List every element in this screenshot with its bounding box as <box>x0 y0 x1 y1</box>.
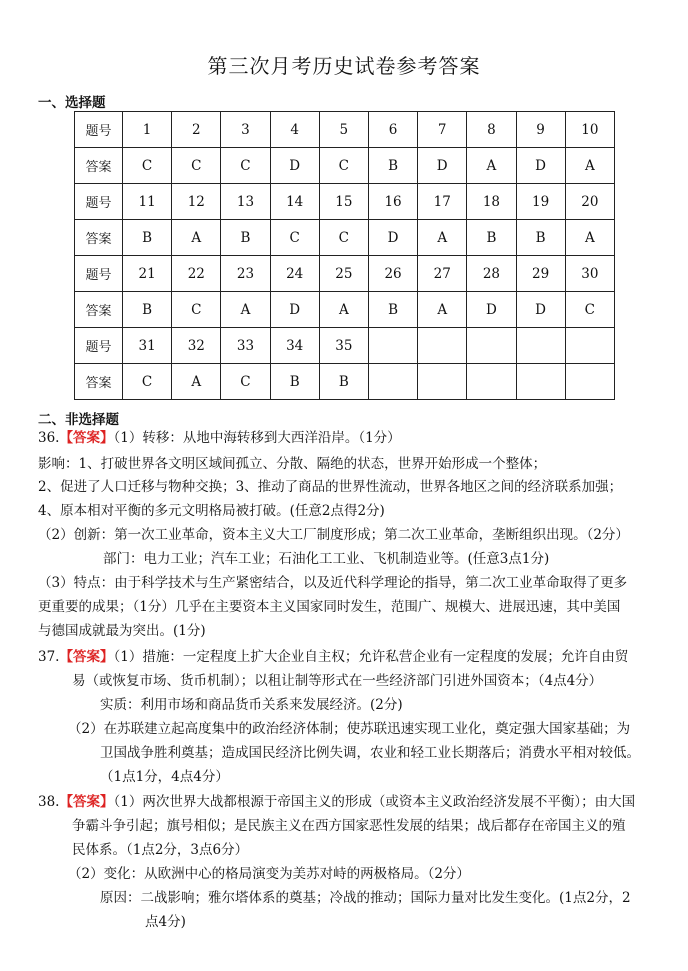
question-number-cell: 5 <box>319 112 368 148</box>
answer-cell: D <box>418 148 467 184</box>
answer-cell: C <box>221 148 270 184</box>
answer-row <box>75 148 615 184</box>
answer-cell: B <box>516 220 565 256</box>
section-heading-choice: 一、选择题 <box>38 95 106 111</box>
q37-line-5: 卫国战争胜利奠基；造成国民经济比例失调，农业和轻工业长期落后；消费水平相对较低。 <box>100 745 640 761</box>
answer-cell: B <box>368 148 417 184</box>
q37-line-6: （1点1分，4点4分） <box>100 769 229 785</box>
answer-cell <box>516 364 565 400</box>
question-number-cell: 1 <box>123 112 172 148</box>
answer-row <box>75 292 615 328</box>
answer-row-header: 答案 <box>75 292 123 328</box>
question-number-cell: 16 <box>368 184 417 220</box>
question-number-cell <box>467 328 516 364</box>
q38-text: （1）两次世界大战都根源于帝国主义的形成（或资本主义政治经济发展不平衡）；由大国 <box>113 794 636 810</box>
q37-line-3: 实质：利用市场和商品货币关系来发展经济。(2分) <box>100 697 403 713</box>
question-number-cell: 9 <box>516 112 565 148</box>
answer-cell: C <box>221 364 270 400</box>
question-number-cell: 2 <box>172 112 221 148</box>
question-number-cell: 3 <box>221 112 270 148</box>
question-row-header: 题号 <box>75 112 123 148</box>
question-number-cell: 23 <box>221 256 270 292</box>
question-number-cell: 28 <box>467 256 516 292</box>
answer-cell: A <box>565 220 614 256</box>
answer-cell: C <box>123 148 172 184</box>
answer-cell: D <box>467 292 516 328</box>
q36-line-9: 与德国成就最为突出。(1分) <box>38 623 206 639</box>
answer-cell: B <box>221 220 270 256</box>
question-number-cell: 4 <box>270 112 319 148</box>
answer-cell: C <box>319 148 368 184</box>
answer-cell: D <box>270 292 319 328</box>
answer-cell: A <box>221 292 270 328</box>
answer-row <box>75 220 615 256</box>
question-number-cell: 32 <box>172 328 221 364</box>
q36-line-3: 2、促进了人口迁移与物种交换；3、推动了商品的世界性流动，世界各地区之间的经济联系加强； <box>38 479 623 495</box>
question-number-cell: 14 <box>270 184 319 220</box>
question-number-cell: 18 <box>467 184 516 220</box>
question-number-cell: 25 <box>319 256 368 292</box>
answer-cell: B <box>123 220 172 256</box>
q36-number: 36. <box>38 430 60 446</box>
answer-cell: A <box>319 292 368 328</box>
question-row <box>75 184 615 220</box>
question-number-cell: 31 <box>123 328 172 364</box>
question-number-cell: 17 <box>418 184 467 220</box>
question-number-cell: 30 <box>565 256 614 292</box>
answer-cell: C <box>565 292 614 328</box>
question-number-cell: 7 <box>418 112 467 148</box>
question-number-cell: 29 <box>516 256 565 292</box>
answer-cell: D <box>270 148 319 184</box>
question-number-cell <box>565 328 614 364</box>
question-row-header: 题号 <box>75 328 123 364</box>
answer-cell: B <box>368 292 417 328</box>
page-title: 第三次月考历史试卷参考答案 <box>207 54 481 78</box>
q38-line-5: 原因：二战影响；雅尔塔体系的奠基；冷战的推动；国际力量对比发生变化。(1点2分，2 <box>100 890 631 906</box>
question-number-cell <box>516 328 565 364</box>
q38-line-2: 争霸斗争引起；旗号相似；是民族主义在西方国家恶性发展的结果；战后都存在帝国主义的殖 <box>72 818 626 834</box>
question-number-cell: 27 <box>418 256 467 292</box>
answer-cell: C <box>270 220 319 256</box>
q37-line-2: 易（或恢复市场、货币机制）；以租让制等形式在一些经济部门引进外国资本；（4点4分） <box>72 673 603 689</box>
answer-cell: A <box>418 292 467 328</box>
answer-cell <box>565 364 614 400</box>
answer-tag: 【答案】 <box>59 430 114 446</box>
question-number-cell: 21 <box>123 256 172 292</box>
answer-cell: D <box>516 292 565 328</box>
question-number-cell: 6 <box>368 112 417 148</box>
answer-cell: A <box>467 148 516 184</box>
answer-cell: A <box>172 220 221 256</box>
q36-line-4: 4、原本相对平衡的多元文明格局被打破。(任意2点得2分) <box>38 503 385 519</box>
q36-text: （1）转移：从地中海转移到大西洋沿岸。（1分） <box>113 430 401 446</box>
q36-line-1 <box>38 428 401 448</box>
question-number-cell: 8 <box>467 112 516 148</box>
question-row <box>75 256 615 292</box>
question-number-cell: 26 <box>368 256 417 292</box>
question-row-header: 题号 <box>75 256 123 292</box>
question-row <box>75 328 615 364</box>
q38-number: 38. <box>38 794 60 810</box>
q36-line-6: 部门：电力工业；汽车工业；石油化工工业、飞机制造业等。(任意3点1分) <box>103 551 550 567</box>
answer-cell: C <box>172 292 221 328</box>
question-number-cell: 22 <box>172 256 221 292</box>
question-row <box>75 112 615 148</box>
q38-line-6: 点4分) <box>145 914 186 930</box>
answer-cell: A <box>418 220 467 256</box>
question-number-cell <box>368 328 417 364</box>
q36-line-7: （3）特点：由于科学技术与生产紧密结合，以及近代科学理论的指导，第二次工业革命取得了更多 <box>38 575 628 591</box>
question-number-cell: 15 <box>319 184 368 220</box>
answer-cell: B <box>319 364 368 400</box>
q37-line-1 <box>38 647 628 667</box>
question-number-cell: 19 <box>516 184 565 220</box>
q37-line-4: （2）在苏联建立起高度集中的政治经济体制；使苏联迅速实现工业化，奠定强大国家基础；为 <box>68 721 631 737</box>
question-number-cell: 12 <box>172 184 221 220</box>
answer-cell: B <box>270 364 319 400</box>
question-number-cell: 33 <box>221 328 270 364</box>
answer-row <box>75 364 615 400</box>
question-row-header: 题号 <box>75 184 123 220</box>
q37-text: （1）措施：一定程度上扩大企业自主权；允许私营企业有一定程度的发展；允许自由贸 <box>113 649 629 665</box>
q38-line-4: （2）变化：从欧洲中心的格局演变为美苏对峙的两极格局。（2分） <box>68 866 470 882</box>
q38-line-3: 民体系。（1点2分，3点6分） <box>72 842 249 858</box>
q37-number: 37. <box>38 649 60 665</box>
section-heading-nonchoice: 二、非选择题 <box>38 412 119 428</box>
answer-cell: C <box>172 148 221 184</box>
q36-line-5: （2）创新：第一次工业革命，资本主义大工厂制度形成；第二次工业革命，垄断组织出现。（2分） <box>38 527 629 543</box>
answer-cell: A <box>172 364 221 400</box>
answer-table <box>74 111 615 400</box>
answer-cell <box>467 364 516 400</box>
answer-row-header: 答案 <box>75 364 123 400</box>
q38-line-1 <box>38 792 635 812</box>
q36-line-8: 更重要的成果；（1分）几乎在主要资本主义国家同时发生，范围广、规模大、进展迅速，其中美国 <box>38 599 621 615</box>
answer-tag: 【答案】 <box>59 794 114 810</box>
answer-cell <box>368 364 417 400</box>
answer-cell: A <box>565 148 614 184</box>
answer-cell: C <box>123 364 172 400</box>
answer-cell: D <box>516 148 565 184</box>
question-number-cell: 34 <box>270 328 319 364</box>
question-number-cell <box>418 328 467 364</box>
question-number-cell: 35 <box>319 328 368 364</box>
q36-line-2: 影响：1、打破世界各文明区域间孤立、分散、隔绝的状态，世界开始形成一个整体； <box>38 456 547 472</box>
answer-row-header: 答案 <box>75 220 123 256</box>
answer-row-header: 答案 <box>75 148 123 184</box>
question-number-cell: 13 <box>221 184 270 220</box>
answer-cell: D <box>368 220 417 256</box>
answer-cell <box>418 364 467 400</box>
question-number-cell: 10 <box>565 112 614 148</box>
answer-cell: B <box>467 220 516 256</box>
answer-tag: 【答案】 <box>59 649 114 665</box>
answer-cell: B <box>123 292 172 328</box>
question-number-cell: 20 <box>565 184 614 220</box>
answer-cell: C <box>319 220 368 256</box>
question-number-cell: 11 <box>123 184 172 220</box>
question-number-cell: 24 <box>270 256 319 292</box>
